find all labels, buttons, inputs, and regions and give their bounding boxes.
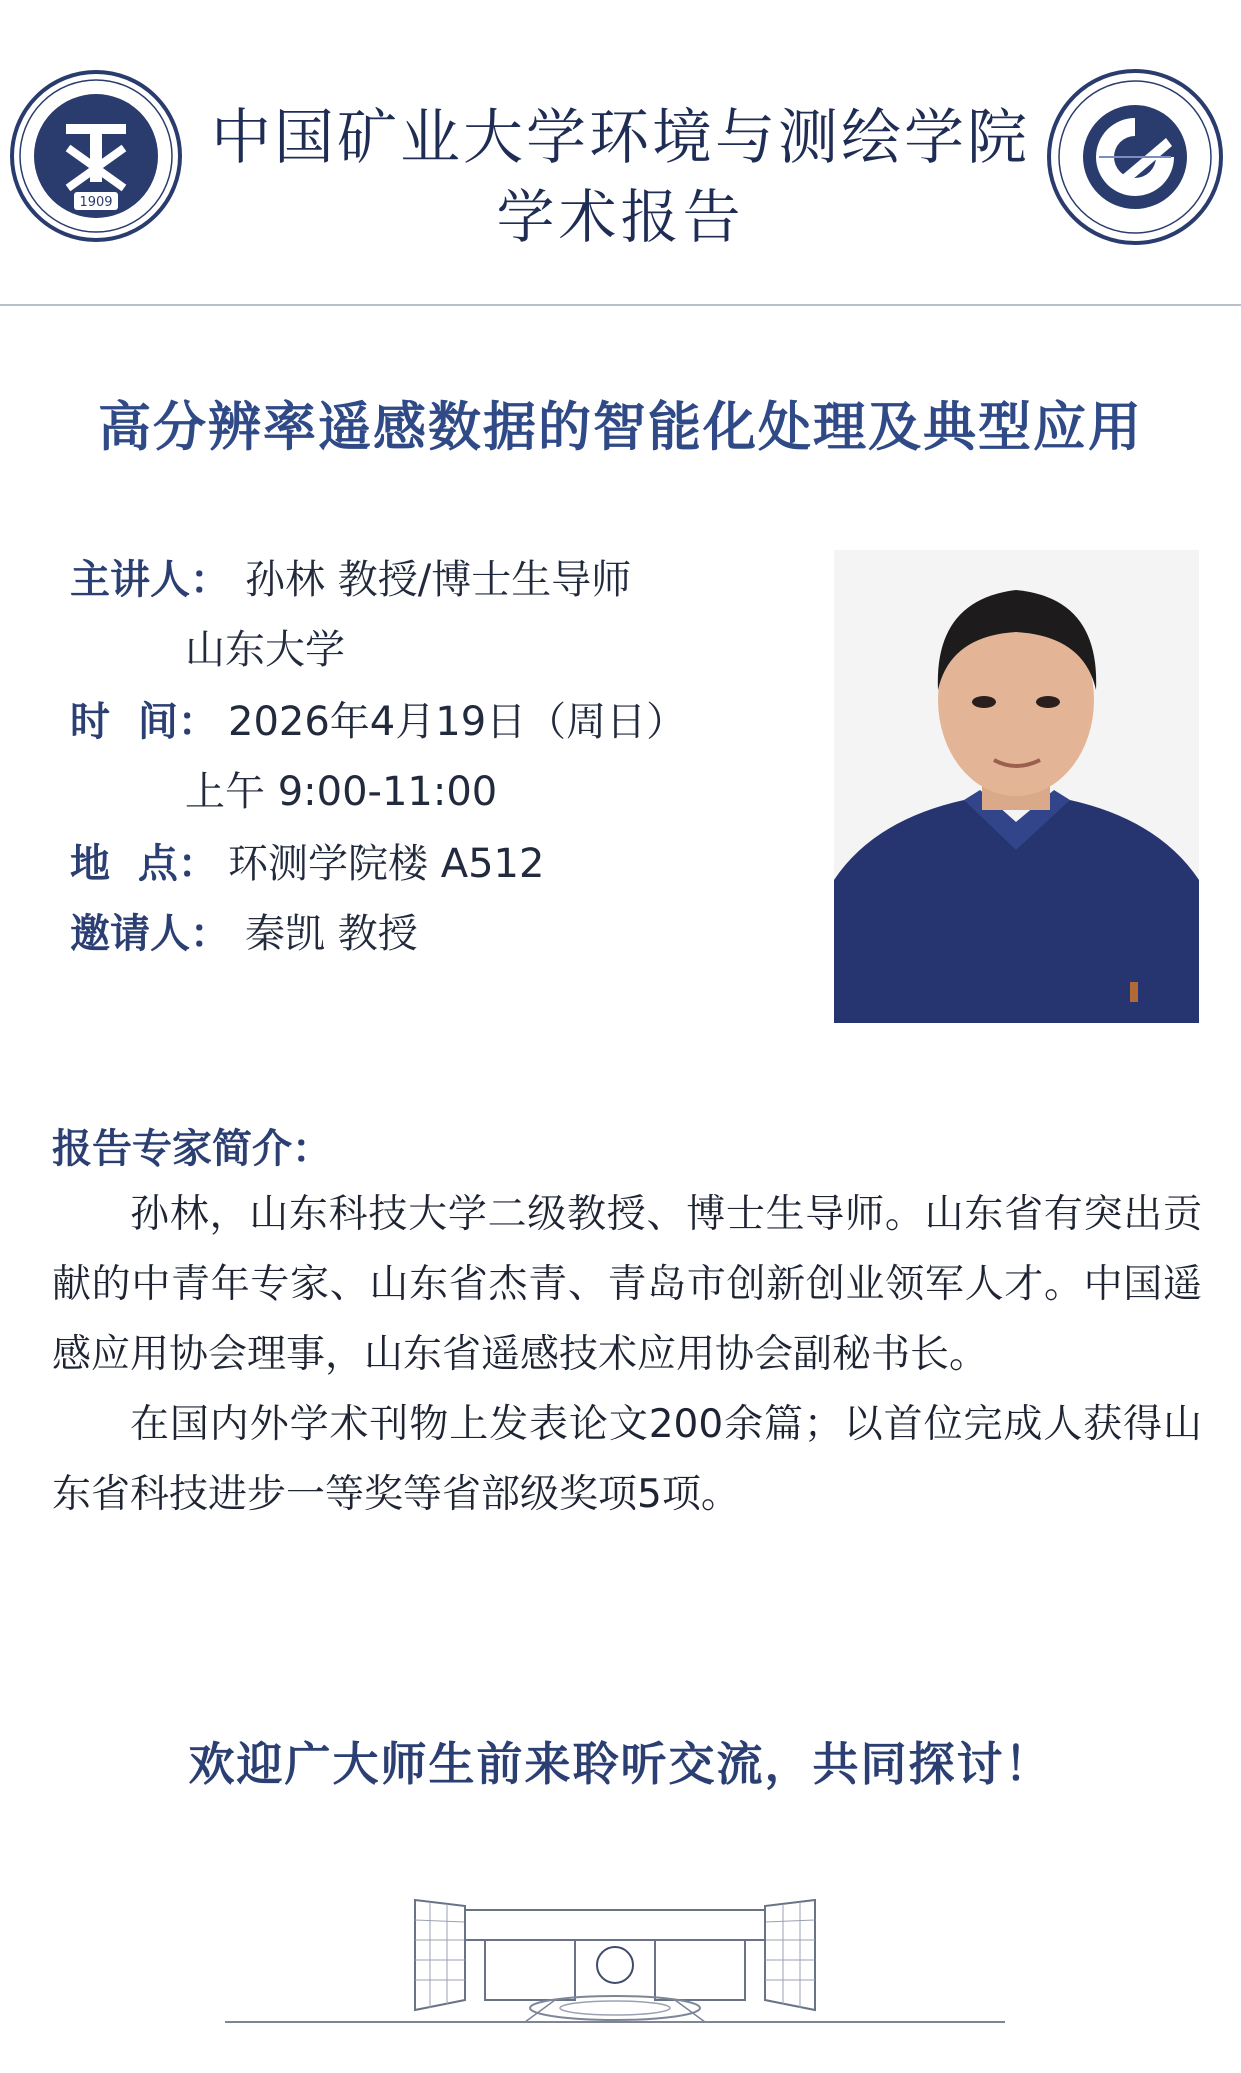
logo-year-text: 1909: [79, 195, 113, 210]
campus-building-illustration: [225, 1890, 1005, 2030]
time-label: 时 间：: [70, 699, 218, 745]
talk-date: 2026年4月19日（周日）: [228, 699, 687, 745]
bio-paragraph-2: 在国内外学术刊物上发表论文200余篇；以首位完成人获得山东省科技进步一等奖等省部级奖项5项。: [52, 1402, 1202, 1517]
talk-time: 上午 9:00-11:00: [185, 769, 498, 815]
host-name: 秦凯 教授: [245, 911, 418, 957]
poster-subtitle: 学术报告: [496, 183, 745, 251]
speaker-bio: [52, 1180, 1202, 1530]
speaker-name: 孙林 教授/博士生导师: [245, 557, 632, 603]
header-divider: [0, 304, 1241, 306]
bio-heading: 报告专家简介：: [52, 1126, 332, 1172]
host-label: 邀请人：: [70, 911, 230, 957]
speaker-label: 主讲人：: [70, 557, 230, 603]
talk-place: 环测学院楼 A512: [228, 841, 545, 887]
school-name: 中国矿业大学环境与测绘学院: [211, 103, 1030, 173]
bio-paragraph-1: 孙林，山东科技大学二级教授、博士生导师。山东省有突出贡献的中青年专家、山东省杰青、青岛市创新创业领军人才。中国遥感应用协会理事，山东省遥感技术应用协会副秘书长。: [52, 1192, 1202, 1377]
speaker-affiliation: 山东大学: [185, 627, 345, 673]
place-label: 地 点：: [70, 841, 218, 887]
speaker-photo: [834, 550, 1199, 1023]
talk-title: 高分辨率遥感数据的智能化处理及典型应用: [98, 397, 1143, 458]
poster-header: [0, 0, 1241, 305]
welcome-message: 欢迎广大师生前来聆听交流，共同探讨！: [188, 1737, 1053, 1791]
